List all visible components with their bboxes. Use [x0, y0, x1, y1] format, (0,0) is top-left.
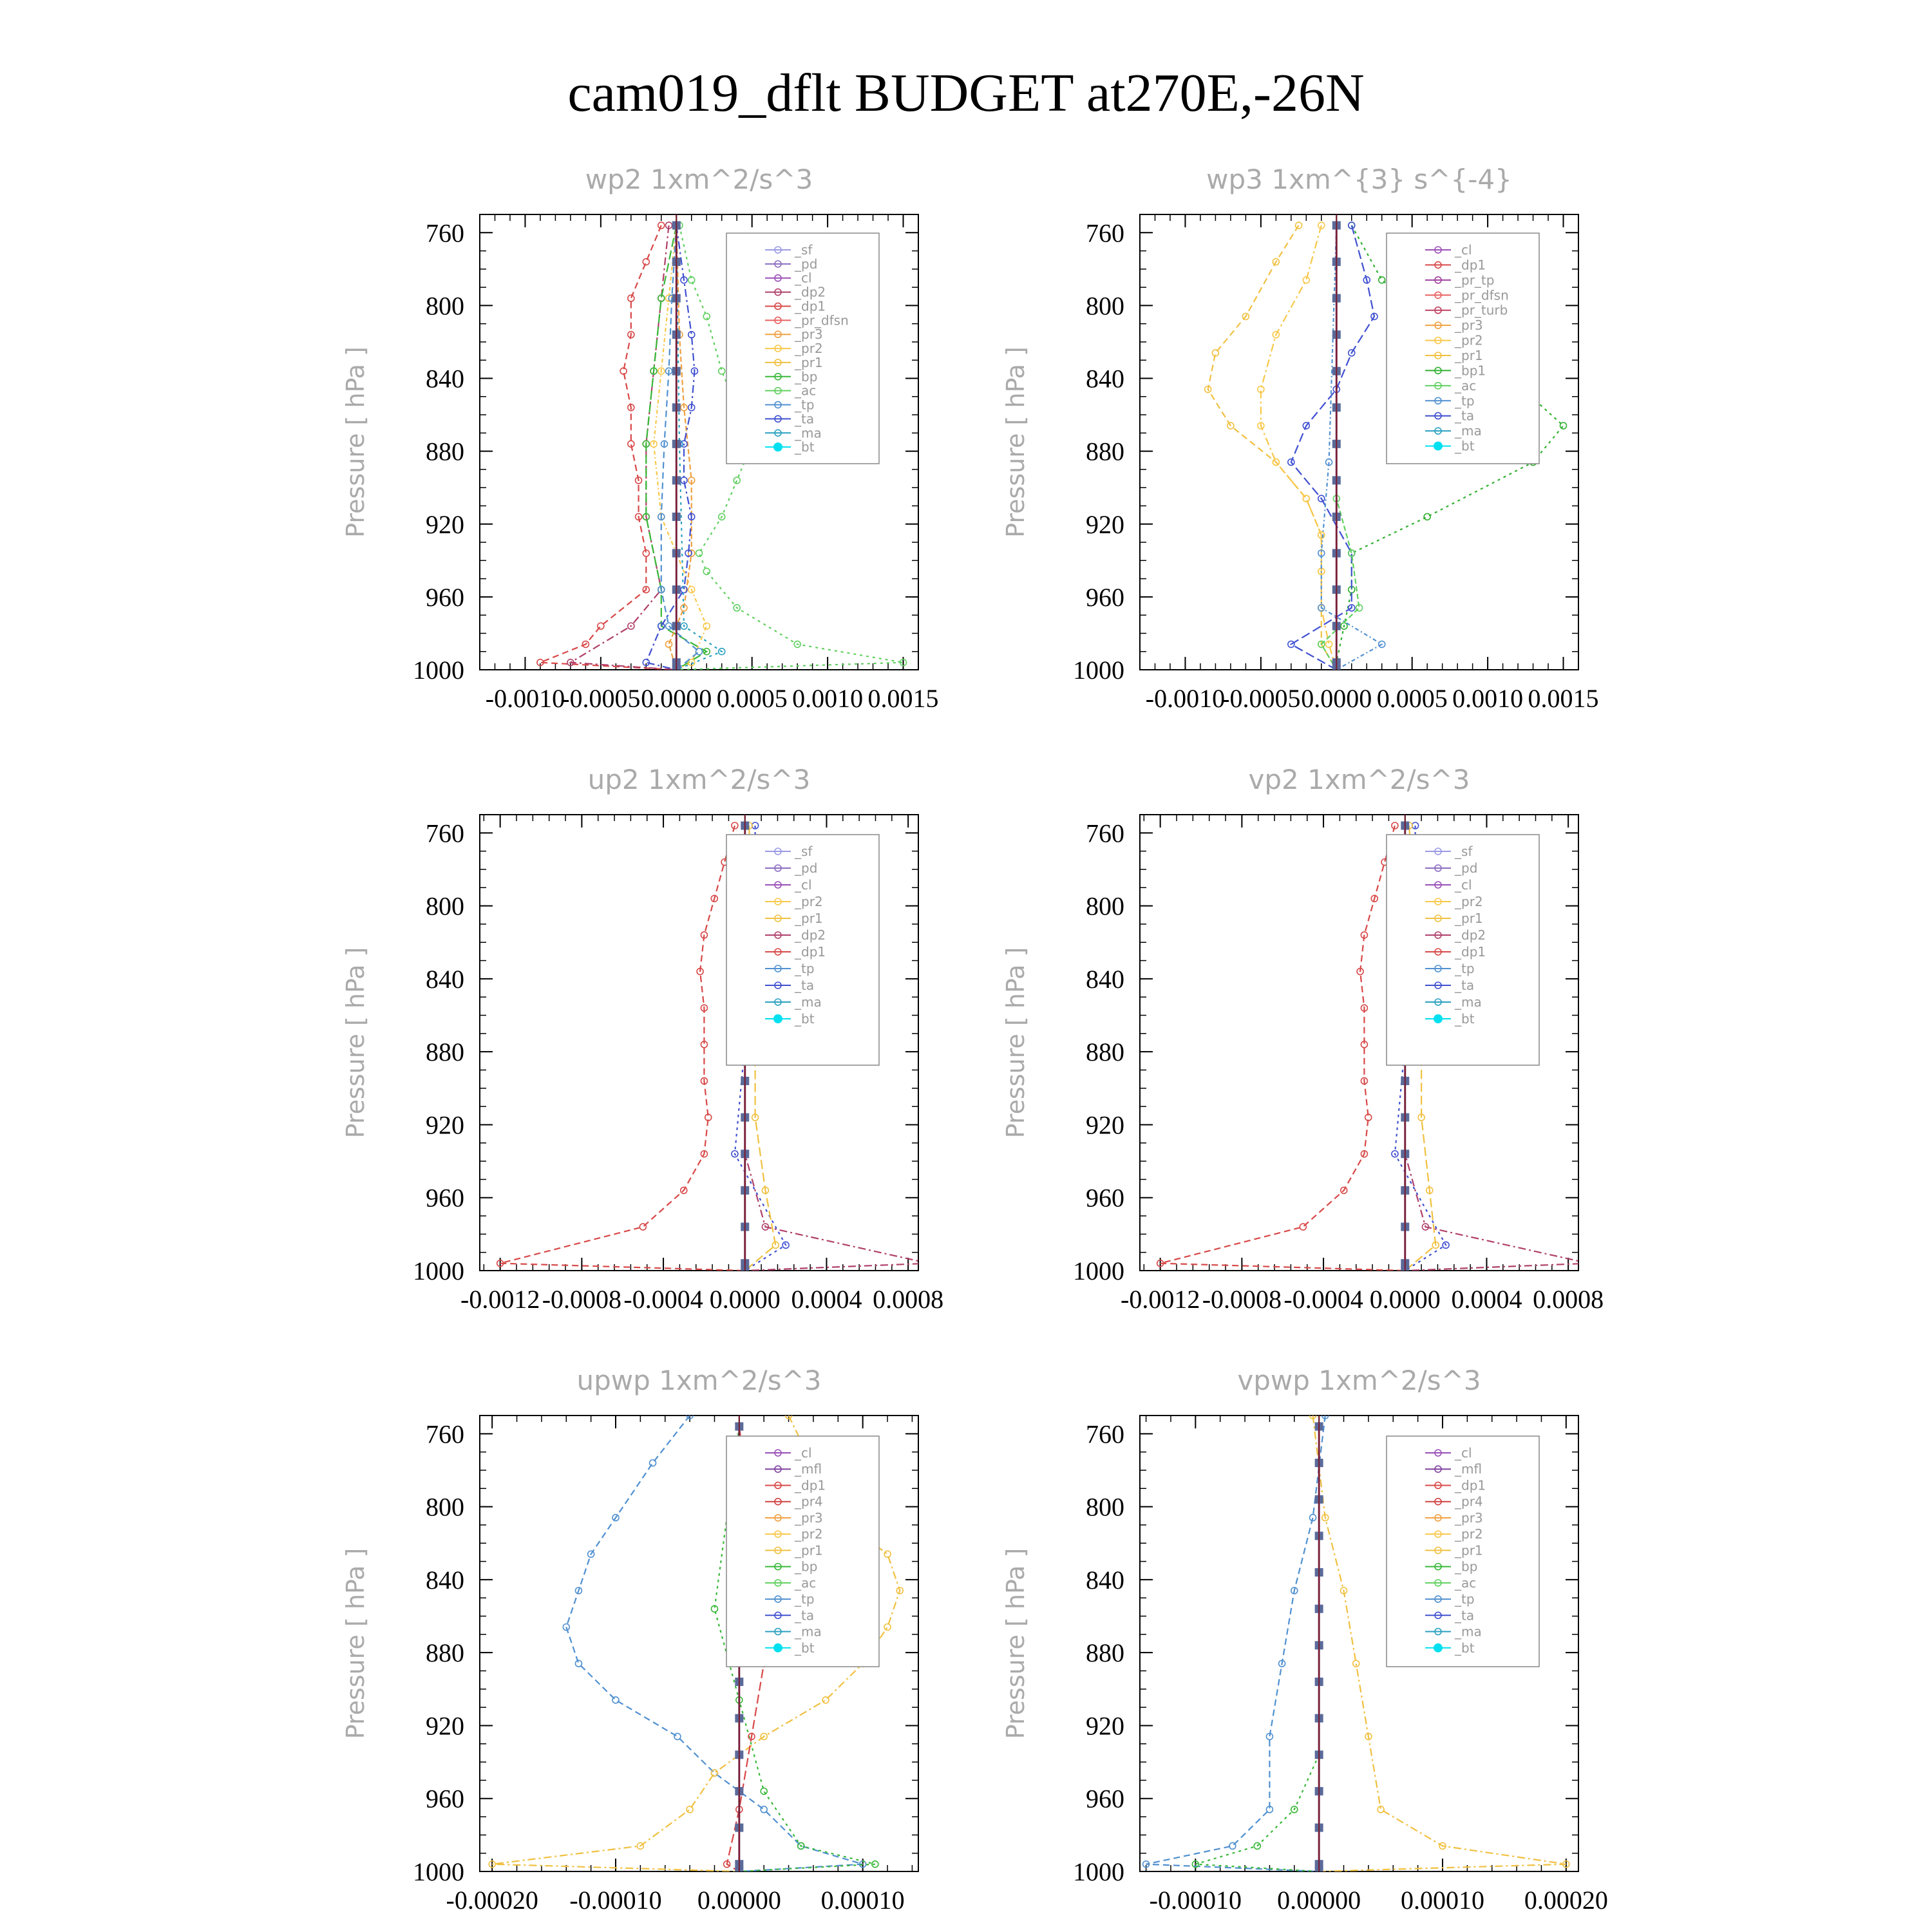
x-tick-label: 0.0015 [867, 684, 939, 713]
y-tick-label: 880 [426, 437, 464, 466]
legend-label: _pr3 [795, 327, 823, 343]
x-tick-label: 0.00020 [1524, 1886, 1608, 1915]
legend-label: _dp1 [795, 298, 826, 314]
legend-marker [773, 1643, 782, 1653]
legend-label: _tp [795, 397, 815, 413]
y-tick-label: 760 [426, 819, 464, 848]
legend-label: _ma [1455, 994, 1482, 1010]
x-tick-label: 0.0010 [1452, 684, 1524, 713]
legend-label: _pr1 [1455, 1542, 1483, 1558]
y-tick-label: 760 [426, 1419, 464, 1449]
y-tick-label: 760 [1086, 218, 1124, 248]
series-bp [1192, 1423, 1322, 1875]
data-point [598, 623, 604, 629]
data-point [639, 1224, 646, 1230]
x-tick-label: 0.00010 [820, 1886, 905, 1915]
data-point [822, 1697, 829, 1703]
y-tick-label: 920 [426, 1711, 464, 1741]
legend-label: _cl [795, 270, 812, 286]
series-dp1 [1157, 822, 1408, 1274]
panel-title: wp3 1xm^{3} s^{-4} [1206, 164, 1512, 195]
data-point [650, 1460, 656, 1466]
y-tick-label: 880 [426, 1638, 464, 1668]
panel-4 [1001, 764, 1604, 1314]
y-tick-label: 920 [1086, 1110, 1124, 1140]
legend-marker [1434, 1643, 1443, 1653]
y-tick-label: 880 [1086, 437, 1124, 466]
series-tp [1318, 222, 1385, 673]
y-tick-label: 1000 [1073, 656, 1124, 685]
legend-label: _pr1 [795, 1542, 823, 1558]
data-point [674, 1733, 681, 1739]
x-tick-label: 0.0000 [1301, 684, 1372, 713]
x-tick-label: 0.0005 [716, 684, 788, 713]
legend-marker [773, 442, 782, 451]
legend-label: _ac [1455, 377, 1477, 393]
x-tick-label: -0.0010 [485, 684, 565, 713]
legend [1387, 1436, 1539, 1667]
legend-label: _ma [795, 1624, 822, 1640]
data-point [696, 550, 703, 556]
x-tick-label: 0.0000 [641, 684, 712, 713]
legend-label: _bt [795, 1640, 815, 1656]
legend-label: _pr1 [795, 911, 823, 926]
legend-label: _ta [1455, 1607, 1475, 1624]
y-tick-label: 800 [1086, 891, 1124, 921]
legend-label: _pr3 [795, 1510, 823, 1526]
legend-label: _bt [1455, 1011, 1475, 1027]
y-tick-label: 1000 [1073, 1256, 1124, 1285]
legend-label: _pd [795, 256, 818, 272]
y-tick-label: 800 [426, 891, 464, 921]
data-point [884, 1624, 891, 1631]
legend-label: _bt [795, 439, 815, 455]
series-line [540, 225, 676, 670]
y-tick-label: 840 [426, 364, 464, 393]
data-point [1229, 1842, 1236, 1849]
legend [726, 233, 879, 464]
data-point [761, 1788, 767, 1794]
page-title: cam019_dflt BUDGET at270E,-26N [567, 63, 1365, 123]
legend-label: _bt [1455, 1640, 1475, 1656]
data-point [612, 1697, 619, 1703]
y-tick-label: 920 [426, 509, 464, 539]
data-point [761, 1806, 767, 1813]
y-tick-label: 920 [426, 1110, 464, 1140]
x-tick-label: 0.0000 [1369, 1285, 1441, 1314]
x-tick-label: 0.0008 [873, 1285, 944, 1314]
x-tick-label: -0.0012 [1121, 1285, 1200, 1314]
y-axis-label: Pressure [ hPa ] [1001, 346, 1030, 538]
data-point [925, 1260, 932, 1267]
x-tick-label: -0.0008 [542, 1285, 622, 1314]
y-tick-label: 1000 [1073, 1857, 1124, 1886]
legend-label: _sf [1455, 844, 1473, 859]
legend-label: _pr2 [1455, 332, 1483, 348]
legend-label: _cl [795, 877, 812, 893]
legend-label: _ac [795, 383, 817, 399]
x-tick-label: 0.00000 [1277, 1886, 1361, 1915]
y-tick-label: 840 [426, 1565, 464, 1595]
series-pr2 [1258, 222, 1340, 673]
series-line [1160, 826, 1405, 1271]
series-line [1195, 1426, 1319, 1871]
legend-label: _ta [1455, 978, 1475, 993]
x-tick-label: 0.0008 [1533, 1285, 1604, 1314]
legend-label: _pd [1455, 860, 1478, 876]
series-tp [1143, 1412, 1329, 1875]
legend-label: _ma [795, 994, 822, 1010]
data-point [734, 477, 740, 484]
y-axis-label: Pressure [ hPa ] [341, 1548, 370, 1739]
y-tick-label: 960 [426, 1183, 464, 1213]
y-tick-label: 840 [1086, 364, 1124, 393]
series-dp1 [497, 822, 748, 1274]
data-point [628, 295, 634, 301]
legend-label: _cl [1455, 877, 1472, 893]
x-tick-label: -0.0008 [1202, 1285, 1282, 1314]
legend-label: _dp1 [1455, 257, 1486, 273]
panel-1 [341, 164, 939, 713]
data-point [703, 568, 710, 574]
legend-label: _bt [795, 1011, 815, 1027]
series-line [500, 826, 745, 1271]
legend-label: _pr4 [795, 1493, 823, 1510]
y-tick-label: 920 [1086, 1711, 1124, 1741]
legend-label: _ac [795, 1575, 817, 1591]
y-tick-label: 840 [1086, 1565, 1124, 1595]
x-tick-label: -0.0005 [561, 684, 641, 713]
legend-label: _mfl [795, 1461, 822, 1477]
y-tick-label: 960 [426, 582, 464, 612]
series-line [1208, 225, 1337, 670]
legend-label: _ta [795, 978, 815, 993]
legend [726, 835, 879, 1065]
y-tick-label: 840 [426, 964, 464, 994]
legend-label: _dp2 [1455, 927, 1486, 943]
data-point [643, 259, 649, 265]
legend-label: _ta [795, 411, 815, 427]
legend-label: _pr1 [1455, 348, 1483, 363]
data-point [687, 1806, 693, 1813]
x-tick-label: 0.0004 [1451, 1285, 1522, 1314]
x-tick-label: -0.0005 [1221, 684, 1301, 713]
legend-label: _tp [795, 961, 815, 976]
legend-label: _pd [795, 860, 818, 876]
legend-label: _pr_turb [1455, 302, 1508, 318]
series-ma [673, 222, 724, 673]
y-tick-label: 960 [1086, 582, 1124, 612]
y-tick-label: 840 [1086, 964, 1124, 994]
data-point [1560, 422, 1567, 429]
y-tick-label: 1000 [413, 1256, 464, 1285]
legend [726, 1436, 879, 1667]
legend-label: _tp [1455, 961, 1475, 976]
legend-label: _pr2 [1455, 894, 1483, 909]
legend-label: _dp2 [795, 284, 826, 300]
x-tick-label: -0.00010 [1149, 1886, 1242, 1915]
y-tick-label: 800 [426, 291, 464, 321]
legend-label: _tp [795, 1591, 815, 1607]
y-axis-label: Pressure [ hPa ] [341, 346, 370, 538]
x-tick-label: -0.0010 [1145, 684, 1226, 713]
legend [1387, 233, 1539, 464]
y-tick-label: 920 [1086, 509, 1124, 539]
panel-title: vpwp 1xm^2/s^3 [1237, 1365, 1481, 1396]
data-point [575, 1660, 582, 1667]
legend-label: _dp1 [795, 1477, 826, 1493]
legend-label: _pr_dfsn [795, 312, 849, 328]
x-tick-label: 0.0005 [1376, 684, 1448, 713]
y-tick-label: 800 [1086, 1492, 1124, 1522]
legend-label: _mfl [1455, 1461, 1482, 1477]
legend-label: _tp [1455, 1591, 1475, 1607]
x-tick-label: -0.00020 [446, 1886, 538, 1915]
legend-label: _pr2 [1455, 1526, 1483, 1542]
data-point [666, 623, 672, 629]
x-tick-label: -0.0004 [1283, 1285, 1363, 1314]
legend-marker [773, 1014, 782, 1023]
legend-label: _cl [1455, 242, 1472, 258]
series-line [1261, 225, 1336, 670]
panel-6 [1001, 1365, 1608, 1915]
data-point [1300, 1224, 1306, 1230]
series-line [1146, 1416, 1325, 1871]
y-tick-label: 1000 [413, 1857, 464, 1886]
legend-label: _bp [1455, 1558, 1478, 1575]
legend-label: _dp1 [1455, 1477, 1486, 1493]
legend-label: _dp1 [795, 944, 826, 960]
x-tick-label: 0.0004 [791, 1285, 862, 1314]
legend-label: _pr2 [795, 341, 823, 357]
x-tick-label: 0.0000 [709, 1285, 781, 1314]
y-tick-label: 800 [426, 1492, 464, 1522]
y-tick-label: 960 [1086, 1784, 1124, 1814]
panel-2 [1001, 164, 1599, 713]
y-axis-label: Pressure [ hPa ] [341, 947, 370, 1139]
legend-label: _pr2 [795, 1526, 823, 1542]
legend-label: _ma [1455, 1624, 1482, 1640]
x-tick-label: 0.00000 [697, 1886, 781, 1915]
legend-label: _sf [795, 242, 813, 258]
legend-label: _sf [795, 844, 813, 859]
data-point [884, 1551, 891, 1557]
data-point [711, 1770, 717, 1776]
y-tick-label: 880 [426, 1037, 464, 1067]
panel-title: up2 1xm^2/s^3 [587, 764, 811, 795]
data-point [696, 649, 703, 655]
y-axis-label: Pressure [ hPa ] [1001, 1548, 1030, 1739]
series-line [1321, 225, 1382, 670]
legend-label: _ac [1455, 1575, 1477, 1591]
legend-marker [1434, 442, 1443, 451]
legend-label: _pr1 [795, 354, 823, 370]
series-dp1 [537, 222, 679, 673]
data-point [1379, 277, 1385, 283]
legend [1387, 835, 1539, 1065]
panel-title: wp2 1xm^2/s^3 [585, 164, 813, 195]
data-point [1586, 1260, 1592, 1267]
legend-label: _dp1 [1455, 944, 1486, 960]
legend-label: _bt [1455, 438, 1475, 454]
panel-5 [341, 1365, 918, 1915]
y-axis-label: Pressure [ hPa ] [1001, 947, 1030, 1139]
legend-label: _ta [795, 1607, 815, 1624]
legend-label: _ma [795, 425, 822, 441]
legend-label: _pr_dfsn [1455, 287, 1509, 303]
y-tick-label: 960 [1086, 1183, 1124, 1213]
legend-label: _dp2 [795, 927, 826, 943]
x-tick-label: -0.0004 [623, 1285, 703, 1314]
series-line [571, 225, 676, 670]
legend-label: _pr2 [795, 894, 823, 909]
legend-label: _pr4 [1455, 1493, 1483, 1510]
legend-label: _ma [1455, 423, 1482, 439]
y-tick-label: 880 [1086, 1638, 1124, 1668]
y-tick-label: 760 [1086, 1419, 1124, 1449]
y-tick-label: 960 [426, 1784, 464, 1814]
legend-label: _pr1 [1455, 911, 1483, 926]
x-tick-label: 0.0015 [1528, 684, 1599, 713]
y-tick-label: 760 [426, 218, 464, 248]
legend-label: _cl [795, 1445, 812, 1461]
data-point [703, 623, 710, 629]
y-tick-label: 880 [1086, 1037, 1124, 1067]
y-tick-label: 800 [1086, 291, 1124, 321]
legend-label: _tp [1455, 393, 1475, 409]
x-tick-label: -0.00010 [569, 1886, 662, 1915]
legend-label: _bp [795, 1558, 818, 1575]
data-point [1424, 513, 1430, 520]
legend-label: _pr3 [1455, 1510, 1483, 1526]
y-tick-label: 1000 [413, 656, 464, 685]
legend-label: _ta [1455, 408, 1475, 424]
y-tick-label: 760 [1086, 819, 1124, 848]
legend-marker [1434, 1014, 1443, 1023]
panel-3 [341, 764, 943, 1314]
x-tick-label: -0.0012 [460, 1285, 540, 1314]
legend-label: _cl [1455, 1445, 1472, 1461]
legend-label: _pr_tp [1455, 272, 1495, 288]
legend-label: _pr3 [1455, 317, 1483, 334]
legend-label: _bp1 [1455, 363, 1486, 379]
x-tick-label: 0.0010 [792, 684, 864, 713]
panel-title: upwp 1xm^2/s^3 [576, 1365, 822, 1396]
legend-label: _bp [795, 368, 818, 384]
data-point [1303, 495, 1309, 502]
x-tick-label: 0.00010 [1400, 1886, 1484, 1915]
panel-title: vp2 1xm^2/s^3 [1248, 764, 1470, 795]
